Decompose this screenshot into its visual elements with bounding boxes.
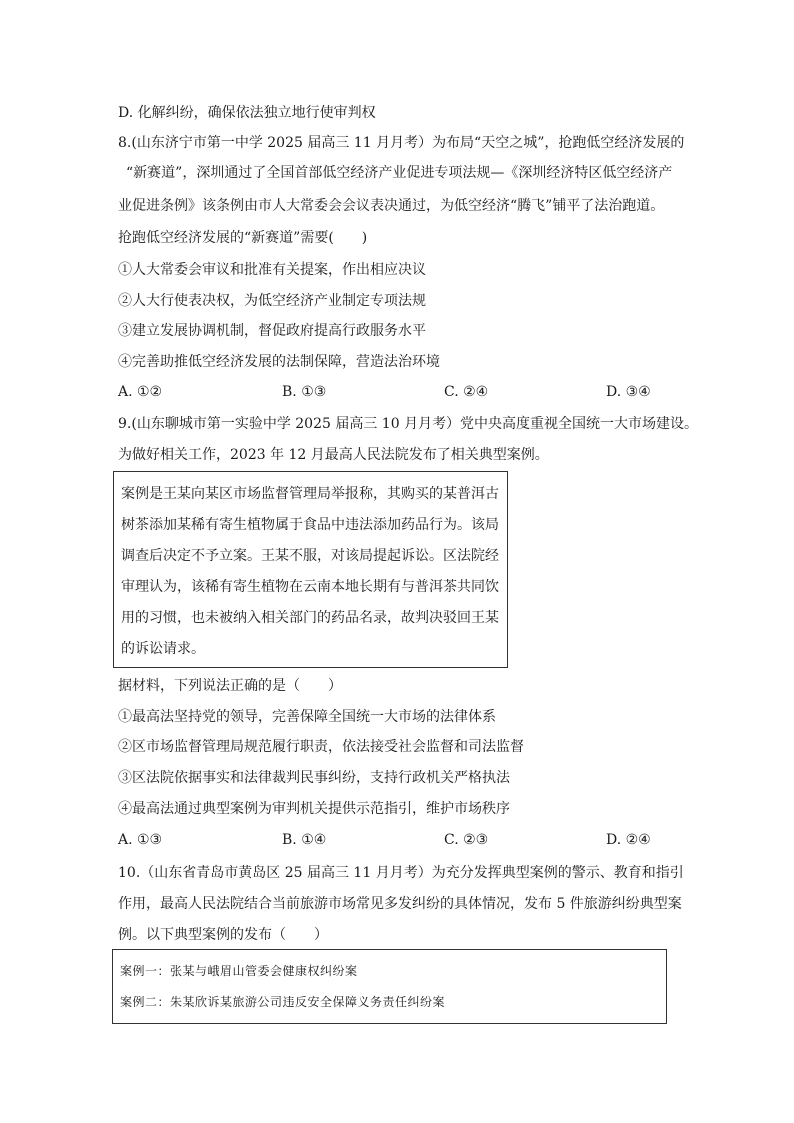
q9-stem-line-2: 为做好相关工作，2023 年 12 月最高人民法院发布了相关典型案例。 (118, 447, 549, 463)
q8-stem-line-4: 抢跑低空经济发展的“新赛道”需要( ) (118, 230, 368, 246)
q9-case-line-2: 树茶添加某稀有寄生植物属于食品中违法添加药品行为。该局 (121, 517, 499, 533)
q9-stem-line-1: 9.(山东聊城市第一实验中学 2025 届高三 10 月月考）党中央高度重视全国统一大市场建设。 (118, 416, 699, 432)
q8-stem-line-1: 8.(山东济宁市第一中学 2025 届高三 11 月月考）为布局“天空之城”，抢跑低空经济发展的 (118, 135, 685, 151)
q9-option-d: D. ②④ (606, 832, 651, 848)
q9-options (118, 830, 678, 850)
q9-statement-4: ④最高法通过典型案例为审判机关提供示范指引，维护市场秩序 (118, 801, 510, 817)
q9-case-line-6: 的诉讼请求。 (121, 641, 205, 657)
q9-statement-3: ③区法院依据事实和法律裁判民事纠纷，支持行政机关严格执法 (118, 770, 510, 786)
q9-case-line-1: 案例是王某向某区市场监督管理局举报称，其购买的某普洱古 (121, 486, 499, 502)
q9-option-c: C. ②③ (444, 832, 489, 848)
q9-case-box (113, 471, 508, 668)
q9-option-b: B. ①④ (282, 832, 327, 848)
q8-statement-1: ①人大常委会审议和批准有关提案，作出相应决议 (118, 262, 426, 278)
q9-option-a: A. ①③ (118, 832, 163, 848)
q9-statement-1: ①最高法坚持党的领导，完善保障全国统一大市场的法律体系 (118, 709, 496, 725)
q8-stem-line-2: “新赛道”，深圳通过了全国首部低空经济产业促进专项法规—《深圳经济特区低空经济产 (126, 165, 673, 181)
q9-case-line-3: 调查后决定不予立案。王某不服，对该局提起诉讼。区法院经 (121, 548, 499, 564)
q8-statement-2: ②人大行使表决权，为低空经济产业制定专项法规 (118, 293, 426, 309)
q8-statement-4: ④完善助推低空经济发展的法制保障，营造法治环境 (118, 354, 440, 370)
q10-stem-line-1: 10.（山东省青岛市黄岛区 25 届高三 11 月月考）为充分发挥典型案例的警示、教育和指引 (118, 865, 684, 881)
q8-options (118, 382, 678, 402)
q8-statement-3: ③建立发展协调机制，督促政府提高行政服务水平 (118, 323, 426, 339)
q9-statement-2: ②区市场监督管理局规范履行职责，依法接受社会监督和司法监督 (118, 739, 524, 755)
q8-option-c: C. ②④ (444, 384, 489, 400)
q10-case-line-1: 案例一：张某与峨眉山管委会健康权纠纷案 (120, 964, 358, 978)
q8-option-b: B. ①③ (282, 384, 327, 400)
q8-stem-line-3: 业促进条例》该条例由市人大常委会会议表决通过，为低空经济“腾飞”铺平了法治跑道。 (118, 198, 665, 214)
q9-question: 据材料，下列说法正确的是（ ） (118, 678, 342, 694)
q10-case-box (112, 949, 667, 1024)
q10-case-line-2: 案例二：朱某欣诉某旅游公司违反安全保障义务责任纠纷案 (120, 995, 446, 1009)
q10-stem-line-2: 作用，最高人民法院结合当前旅游市场常见多发纠纷的具体情况，发布 5 件旅游纠纷典型案 (118, 896, 682, 912)
q10-stem-line-3: 例。以下典型案例的发布（ ） (118, 927, 328, 943)
q8-option-a: A. ①② (118, 384, 163, 400)
q8-option-d: D. ③④ (606, 384, 651, 400)
q9-case-line-5: 用的习惯，也未被纳入相关部门的药品名录，故判决驳回王某 (121, 610, 499, 626)
q7-option-d: D. 化解纠纷，确保依法独立地行使审判权 (118, 105, 376, 121)
q9-case-line-4: 审理认为，该稀有寄生植物在云南本地长期有与普洱茶共同饮 (121, 579, 499, 595)
